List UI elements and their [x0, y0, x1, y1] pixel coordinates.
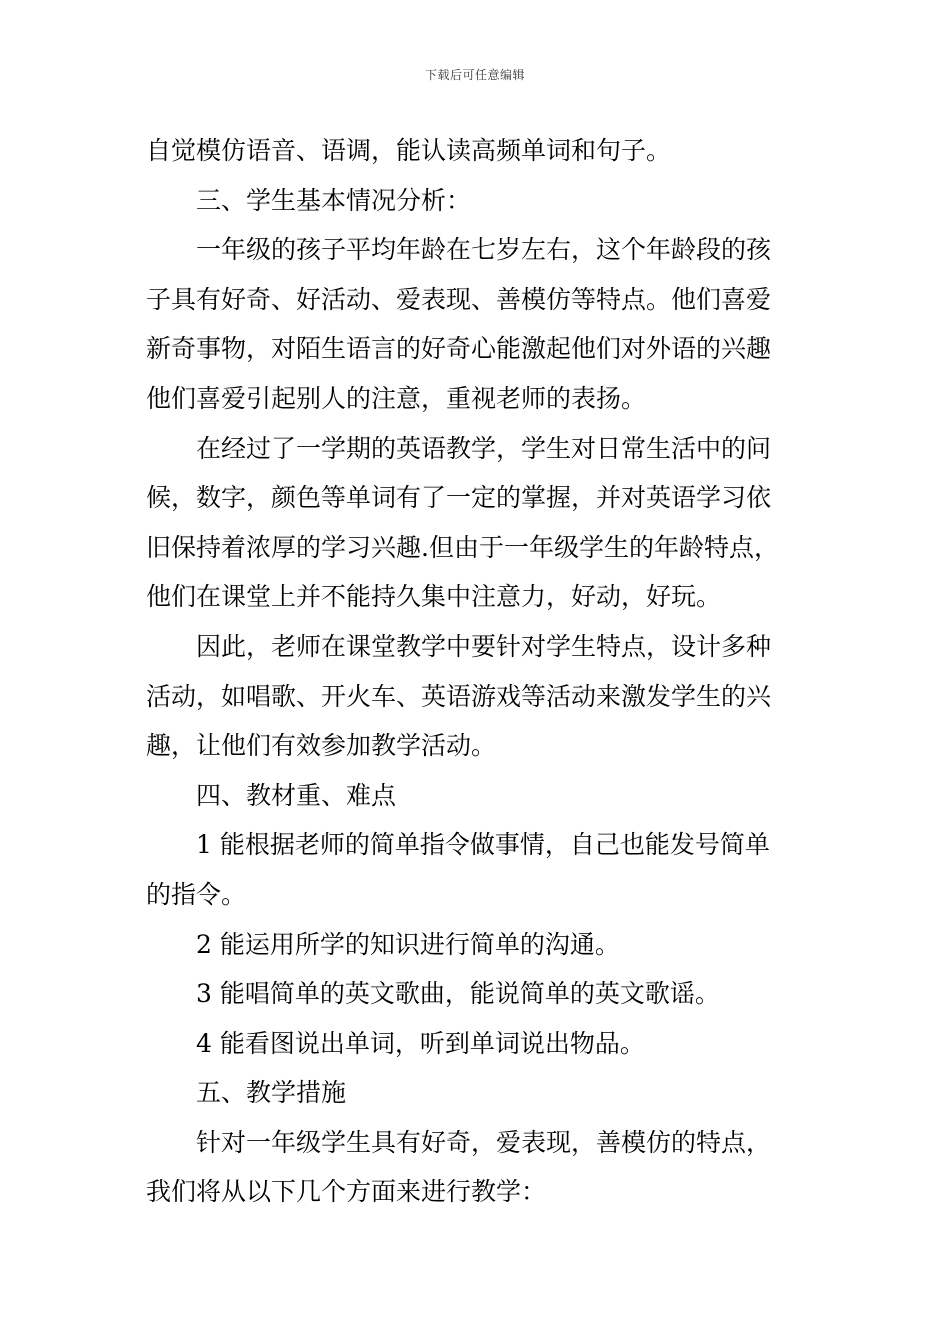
text-line: 自觉模仿语音、语调，能认读高频单词和句子。	[146, 136, 672, 165]
text-line: 候，数字，颜色等单词有了一定的掌握，并对英语学习依	[146, 483, 772, 513]
text-line: 因此，老师在课堂教学中要针对学生特点，设计多种	[196, 631, 772, 661]
text-line: 的指令。	[146, 879, 247, 909]
list-item: 1 能根据老师的简单指令做事情，自己也能发号简单	[196, 830, 770, 860]
text-line: 新奇事物，对陌生语言的好奇心能激起他们对外语的兴趣	[146, 334, 772, 364]
text-line: 一年级的孩子平均年龄在七岁左右，这个年龄段的孩	[196, 235, 772, 265]
text-line: 针对一年级学生具有好奇，爱表现，善模仿的特点，	[196, 1127, 772, 1157]
text-line: 在经过了一学期的英语教学，学生对日常生活中的问	[196, 433, 772, 463]
list-item: 3 能唱简单的英文歌曲，能说简单的英文歌谣。	[196, 979, 720, 1009]
text-line: 我们将从以下几个方面来进行教学：	[146, 1177, 547, 1207]
text-line: 趣，让他们有效参加教学活动。	[146, 731, 497, 761]
section-heading: 五、教学措施	[196, 1078, 347, 1108]
section-heading: 四、教材重、难点	[196, 780, 397, 810]
text-line: 他们在课堂上并不能持久集中注意力，好动，好玩。	[146, 582, 722, 612]
document-body	[146, 126, 810, 1217]
list-item: 4 能看图说出单词，听到单词说出物品。	[196, 1028, 645, 1058]
text-line: 子具有好奇、好活动、爱表现、善模仿等特点。他们喜爱	[146, 284, 772, 314]
text-line: 他们喜爱引起别人的注意，重视老师的表扬。	[146, 383, 647, 413]
text-line: 活动，如唱歌、开火车、英语游戏等活动来激发学生的兴	[146, 681, 772, 711]
text-line: 旧保持着浓厚的学习兴趣.但由于一年级学生的年龄特点，	[146, 532, 779, 562]
page-header: 下载后可任意编辑	[424, 68, 525, 82]
section-heading: 三、学生基本情况分析：	[196, 185, 472, 215]
list-item: 2 能运用所学的知识进行简单的沟通。	[196, 929, 620, 959]
